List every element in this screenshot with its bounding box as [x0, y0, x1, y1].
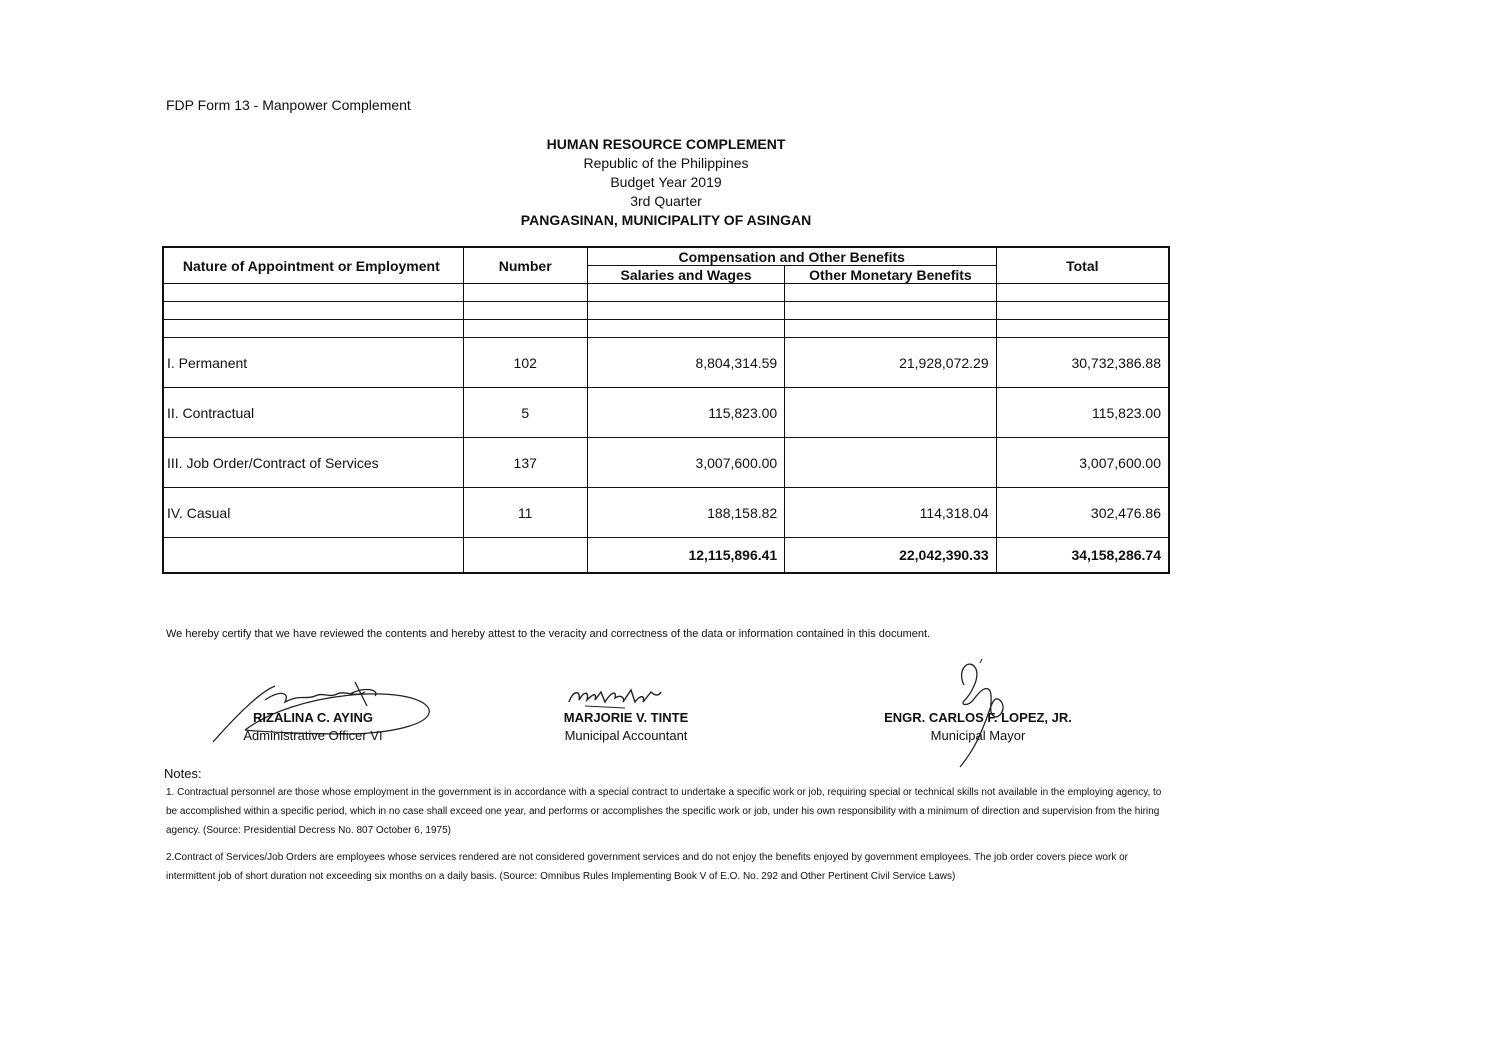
cell-other-benefits: 21,928,072.29 [785, 338, 996, 388]
cell-number: 11 [463, 488, 587, 538]
manpower-table [162, 246, 1170, 574]
cell-salaries: 115,823.00 [587, 388, 784, 438]
totals-row [163, 538, 1169, 574]
cell-number: 137 [463, 438, 587, 488]
cell-number: 5 [463, 388, 587, 438]
cell-other-benefits: 114,318.04 [785, 488, 996, 538]
cell-salaries: 3,007,600.00 [587, 438, 784, 488]
signatory-title: Municipal Accountant [564, 728, 688, 743]
cell-nature [163, 538, 463, 574]
cell-salaries: 188,158.82 [587, 488, 784, 538]
cell-other-benefits [785, 438, 996, 488]
quarter-line: 3rd Quarter [630, 193, 702, 209]
table-row [163, 488, 1169, 538]
notes-title: Notes: [164, 766, 202, 781]
table-row [163, 338, 1169, 388]
signature-mark [565, 686, 665, 710]
header-other-benefits: Other Monetary Benefits [785, 266, 996, 284]
signatory-name: RIZALINA C. AYING [253, 710, 373, 725]
signatory-name: ENGR. CARLOS F. LOPEZ, JR. [884, 710, 1072, 725]
header-compensation: Compensation and Other Benefits [587, 247, 996, 266]
total-other-benefits: 22,042,390.33 [785, 538, 996, 574]
document-header [416, 135, 916, 230]
cell-total: 115,823.00 [996, 388, 1169, 438]
header-salaries: Salaries and Wages [587, 266, 784, 284]
document-title: HUMAN RESOURCE COMPLEMENT [546, 136, 786, 152]
blank-row [163, 320, 1169, 338]
signatory-2 [526, 709, 726, 745]
header-number: Number [463, 247, 587, 284]
budget-year-line: Budget Year 2019 [610, 174, 722, 190]
cell-nature: II. Contractual [163, 388, 463, 438]
cell-total: 302,476.86 [996, 488, 1169, 538]
table-row [163, 388, 1169, 438]
cell-number: 102 [463, 338, 587, 388]
lgu-line: PANGASINAN, MUNICIPALITY OF ASINGAN [520, 212, 812, 228]
note-2: 2.Contract of Services/Job Orders are employees whose services rendered are not considered government services and do not enjoy the benefits enjoyed by government employees. The job order covers piece work or intermittent job of short duration not exceeding six months on a daily basis. (Source: Omnibus Rules Implementing Book V of E.O. No. 292 and Other Pertinent Civil Service Laws) [166, 852, 1128, 882]
cell-other-benefits [785, 388, 996, 438]
signatory-1 [203, 709, 423, 745]
header-nature: Nature of Appointment or Employment [163, 247, 463, 284]
grand-total: 34,158,286.74 [996, 538, 1169, 574]
signatory-name: MARJORIE V. TINTE [563, 710, 689, 725]
header-total: Total [996, 247, 1169, 284]
signatory-3 [858, 709, 1098, 745]
cell-salaries: 8,804,314.59 [587, 338, 784, 388]
cell-nature: IV. Casual [163, 488, 463, 538]
cell-total: 30,732,386.88 [996, 338, 1169, 388]
blank-row [163, 284, 1169, 302]
certification-statement: We hereby certify that we have reviewed the contents and hereby attest to the veracity and correctness of the data or information contained in this document. [166, 628, 931, 640]
signatory-title: Municipal Mayor [930, 728, 1026, 743]
form-label: FDP Form 13 - Manpower Complement [166, 97, 411, 113]
table-row [163, 438, 1169, 488]
signatory-title: Administrative Officer VI [243, 728, 383, 743]
cell-number [463, 538, 587, 574]
cell-total: 3,007,600.00 [996, 438, 1169, 488]
country-line: Republic of the Philippines [583, 155, 749, 171]
blank-row [163, 302, 1169, 320]
note-1: 1. Contractual personnel are those whose employment in the government is in accordance with a special contract to undertake a specific work or job, requiring special or technical skills not available in the employing agency, to be accomplished within a specific period, which in no case shall exceed one year, and performs or accomplishes the specific work or job, under his own responsibility with a minimum of direction and supervision from the hiring agency. (Source: Presidential Decress No. 807 October 6, 1975) [166, 787, 1162, 836]
total-salaries: 12,115,896.41 [587, 538, 784, 574]
cell-nature: I. Permanent [163, 338, 463, 388]
cell-nature: III. Job Order/Contract of Services [163, 438, 463, 488]
